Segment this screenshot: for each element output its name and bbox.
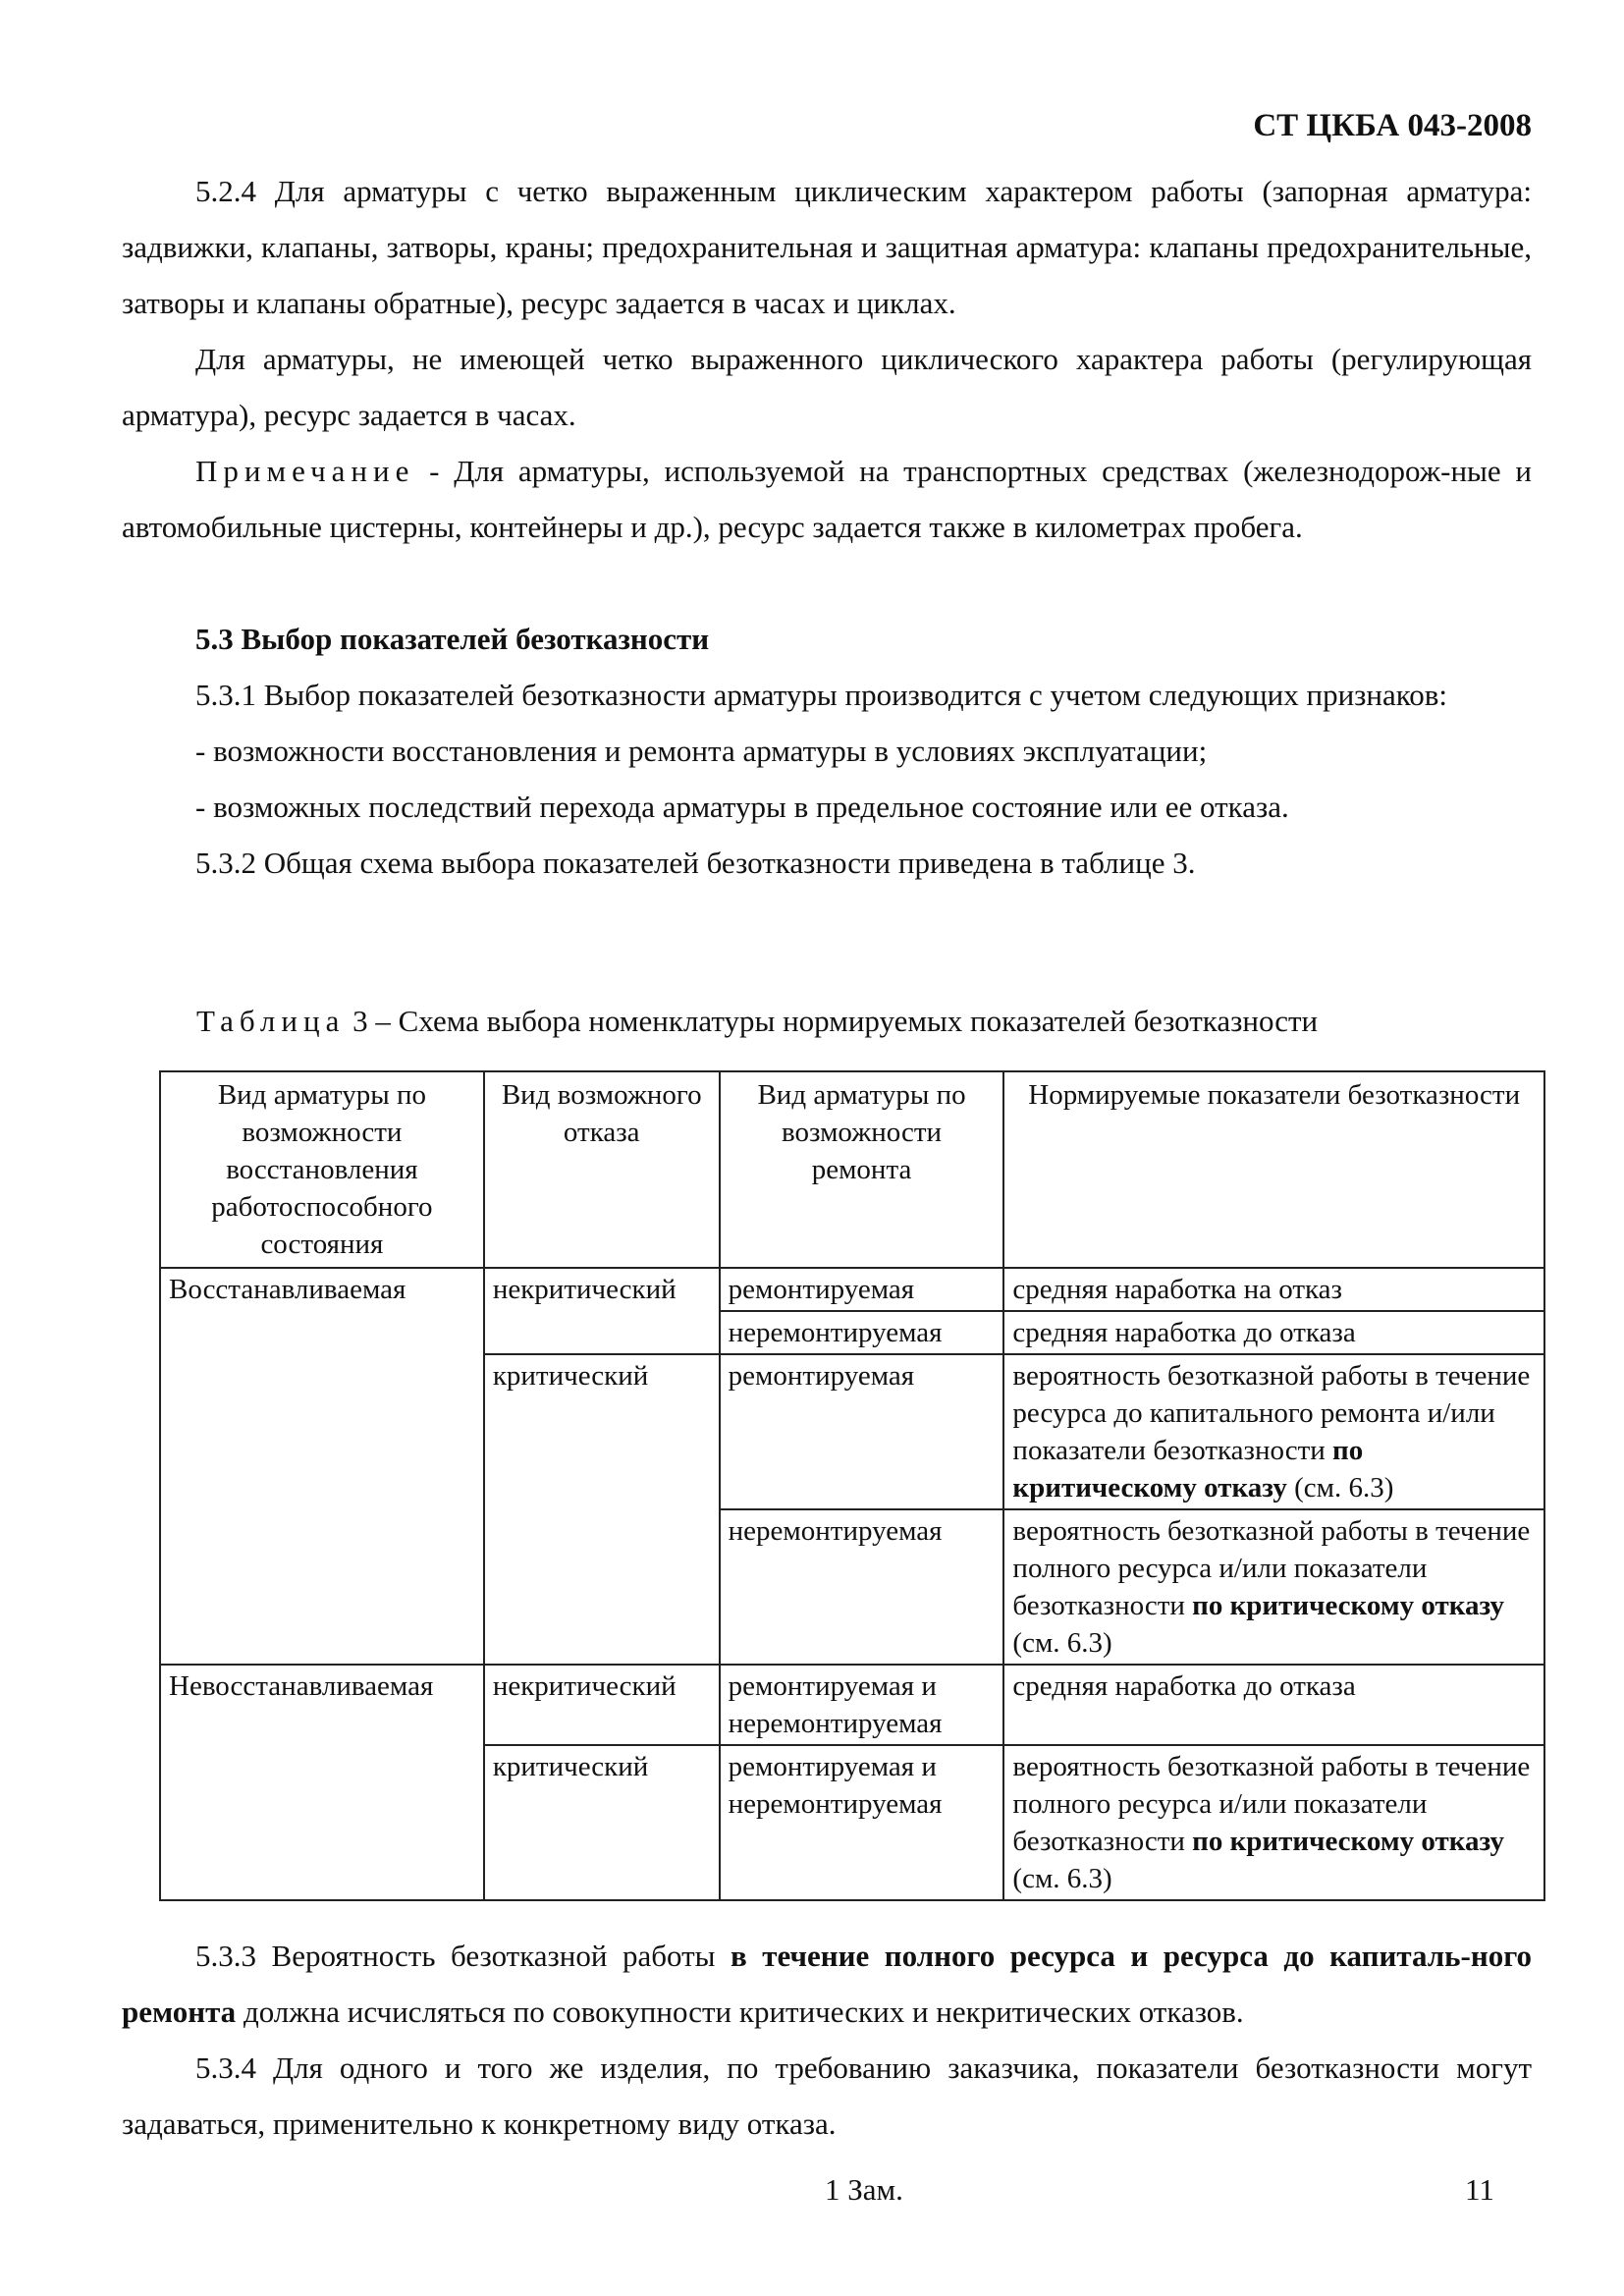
cell-repairable: ремонтируемая <box>720 1354 1004 1509</box>
table-header-row <box>160 1071 1544 1268</box>
section-heading-5-3: 5.3 Выбор показателей безотказности <box>195 622 710 656</box>
paragraph-5-2-4: 5.2.4 Для арматуры с четко выраженным циклическим характером работы (запорная арматура: задвижки, клапаны, затворы, краны; предохранительная и защитная арматура: клапаны предохранительные, затворы и клапаны обратные), ресурс задается в часах и циклах. <box>122 174 1532 320</box>
indicator-bold-text: по критическому отказу <box>1012 1435 1364 1503</box>
document-code-header: СТ ЦКБА 043-2008 <box>1253 108 1532 143</box>
indicator-text: вероятность безотказной работы в течение ресурса до капитального ремонта и/или показатели безотказности <box>1012 1360 1531 1466</box>
cell-both-repair: ремонтируемая и неремонтируемая <box>720 1665 1004 1745</box>
cell-both-repair: ремонтируемая и неремонтируемая <box>720 1745 1004 1900</box>
cell-critical: критический <box>484 1745 720 1900</box>
table-caption <box>196 1004 1318 1039</box>
body-text-upper <box>122 163 1532 555</box>
cell-non-repairable: неремонтируемая <box>720 1311 1004 1354</box>
note-paragraph <box>122 443 1532 555</box>
page-number: 11 <box>1465 2172 1494 2207</box>
paragraph-5-3-3-end: должна исчисляться по совокупности критических и некритических отказов. <box>236 1995 1244 2029</box>
table-row <box>160 1665 1544 1745</box>
note-text: - Для арматуры, используемой на транспортных средствах (железнодорож-ные и автомобильные цистерны, контейнеры и др.), ресурс задается также в километрах пробега. <box>122 454 1532 544</box>
cell-indicator-full-life <box>1003 1745 1544 1900</box>
bullet-consequences: - возможных последствий перехода арматуры в предельное состояние или ее отказа. <box>195 790 1289 824</box>
cell-restorable: Восстанавливаемая <box>160 1268 484 1665</box>
header-restoration-type: Вид арматуры по возможности восстановления работоспособного состояния <box>160 1071 484 1268</box>
header-repair-type: Вид арматуры по возможности ремонта <box>720 1071 1004 1268</box>
cell-non-repairable: неремонтируемая <box>720 1509 1004 1665</box>
cell-noncritical: некритический <box>484 1268 720 1354</box>
reliability-table <box>159 1070 1545 1901</box>
cell-repairable: ремонтируемая <box>720 1268 1004 1311</box>
paragraph-5-3-3 <box>122 1928 1532 2040</box>
header-indicators: Нормируемые показатели безотказности <box>1003 1071 1544 1268</box>
table-caption-label: Таблица <box>196 1004 346 1038</box>
cell-critical: критический <box>484 1354 720 1665</box>
paragraph-regulating-valves: Для арматуры, не имеющей четко выраженного циклического характера работы (регулирующая арматура), ресурс задается в часах. <box>122 342 1532 432</box>
body-text-lower <box>122 1928 1532 2152</box>
cell-indicator-full-life <box>1003 1509 1544 1665</box>
indicator-bold-text: по критическому отказу <box>1192 1826 1505 1857</box>
indicator-ref: (см. 6.3) <box>1286 1472 1394 1503</box>
cell-mttf: средняя наработка до отказа <box>1003 1665 1544 1745</box>
cell-mttf: средняя наработка до отказа <box>1003 1311 1544 1354</box>
table-row <box>160 1268 1544 1311</box>
paragraph-5-3-3-start: 5.3.3 Вероятность безотказной работы <box>195 1939 731 1973</box>
indicator-bold-text: по критическому отказу <box>1192 1590 1505 1621</box>
header-failure-type: Вид возможного отказа <box>484 1071 720 1268</box>
paragraph-5-3-3-bold: в течение полного ресурса и ресурса до капиталь-ного ремонта <box>122 1939 1532 2029</box>
indicator-ref: (см. 6.3) <box>1012 1863 1112 1894</box>
indicator-text: вероятность безотказной работы в течение полного ресурса и/или показатели безотказности <box>1012 1751 1531 1857</box>
revision-note: 1 Зам. <box>825 2172 903 2207</box>
cell-non-restorable: Невосстанавливаемая <box>160 1665 484 1900</box>
paragraph-5-3-2: 5.3.2 Общая схема выбора показателей безотказности приведена в таблице 3. <box>195 846 1196 880</box>
table-caption-text: 3 – Схема выбора номенклатуры нормируемых показателей безотказности <box>352 1004 1319 1038</box>
body-text-section-5-3 <box>122 611 1532 891</box>
cell-indicator-overhaul <box>1003 1354 1544 1509</box>
paragraph-5-3-1: 5.3.1 Выбор показателей безотказности арматуры производится с учетом следующих признаков: <box>195 678 1447 712</box>
bullet-restoration: - возможности восстановления и ремонта арматуры в условиях эксплуатации; <box>195 734 1208 768</box>
indicator-ref: (см. 6.3) <box>1012 1627 1112 1659</box>
cell-mtbf: средняя наработка на отказ <box>1003 1268 1544 1311</box>
indicator-text: вероятность безотказной работы в течение полного ресурса и/или показатели безотказности <box>1012 1515 1531 1621</box>
cell-noncritical: некритический <box>484 1665 720 1745</box>
paragraph-5-3-4: 5.3.4 Для одного и того же изделия, по требованию заказчика, показатели безотказности могут задаваться, применительно к конкретному виду отказа. <box>122 2050 1532 2141</box>
note-label: Примечание <box>195 454 415 488</box>
